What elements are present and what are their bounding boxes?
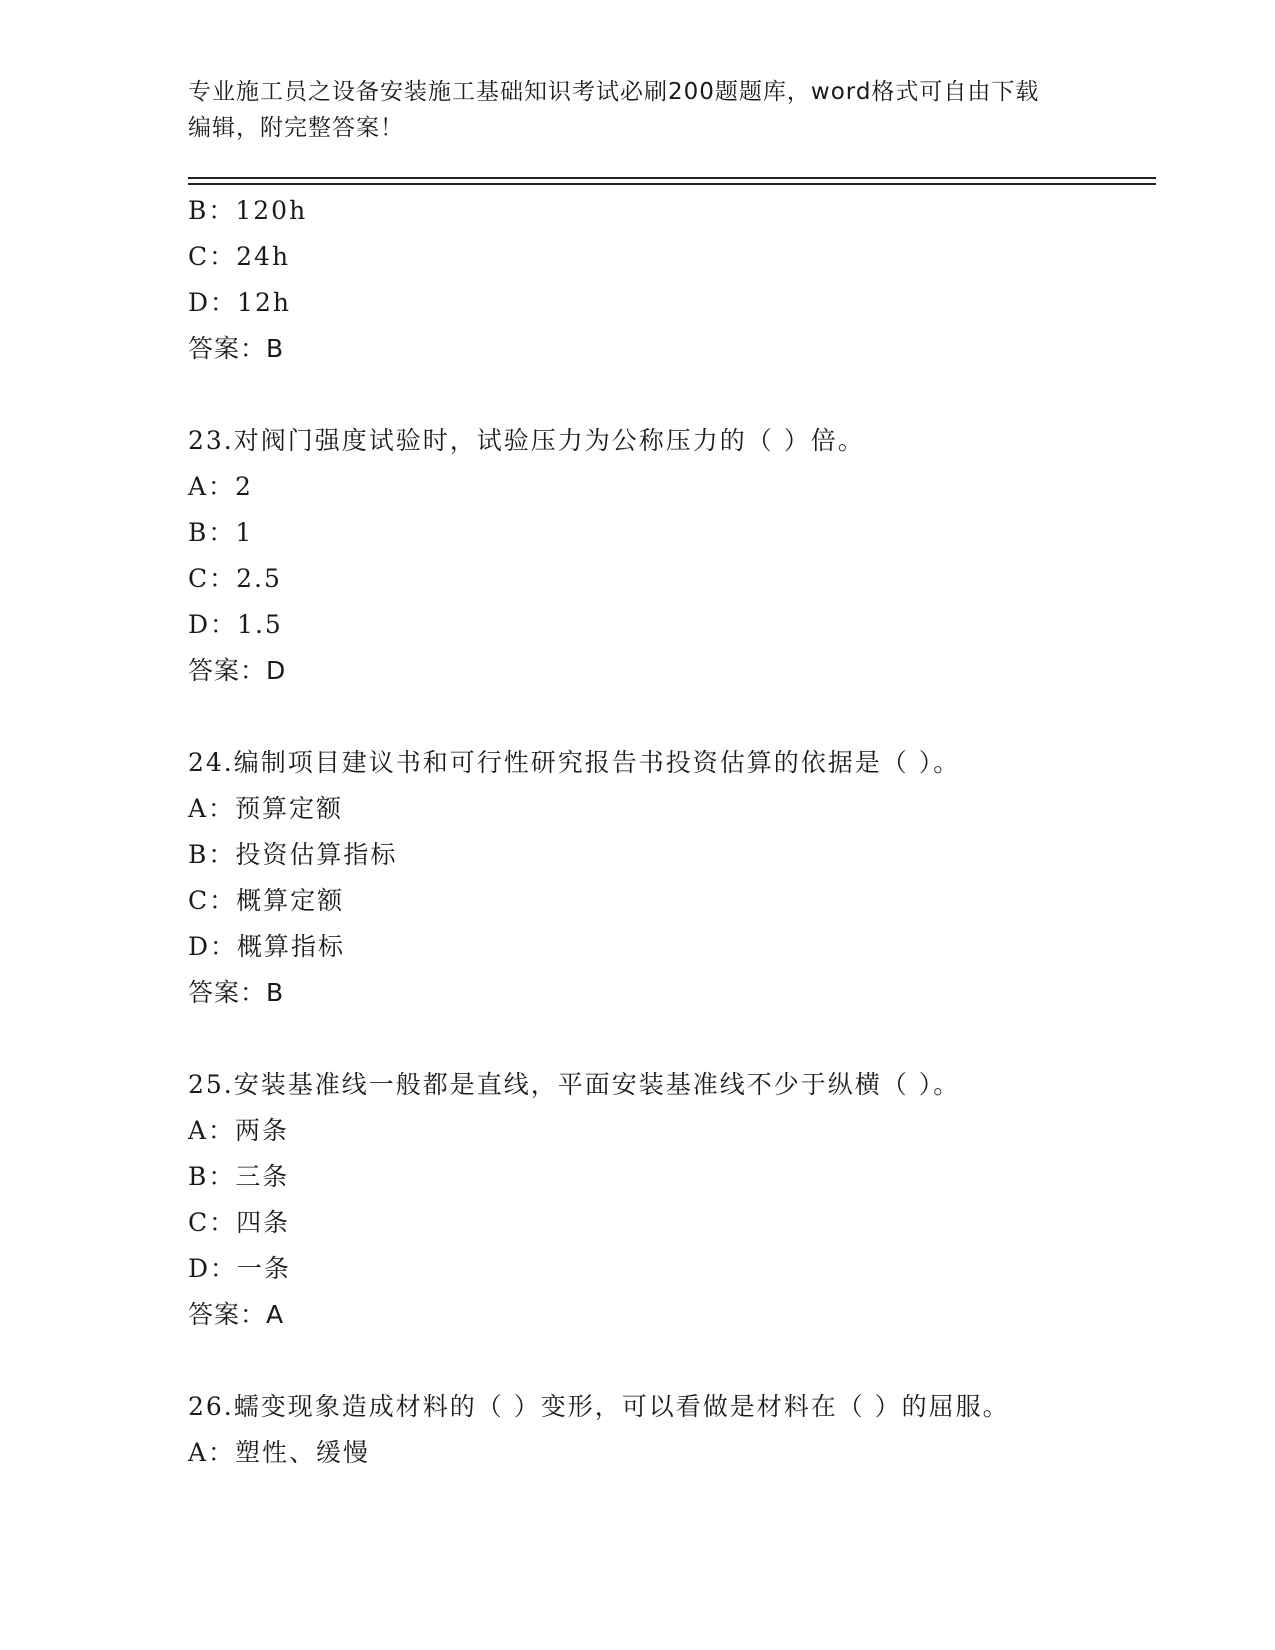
header-divider-top <box>188 177 1156 179</box>
answer: 答案：B <box>188 334 285 363</box>
option-d: D：一条 <box>188 1254 292 1283</box>
option-d: D：12h <box>188 288 291 317</box>
answer: 答案：A <box>188 1300 285 1329</box>
option-c: C：概算定额 <box>188 886 345 915</box>
option-c: C：24h <box>188 242 291 271</box>
question-text: 25.安装基准线一般都是直线，平面安装基准线不少于纵横（ ）。 <box>188 1070 961 1099</box>
option-d: D：1.5 <box>188 610 283 639</box>
spacer <box>188 372 1156 418</box>
option-b: B：1 <box>188 518 254 547</box>
header-divider-bottom <box>188 183 1156 185</box>
question-list <box>188 188 1156 1476</box>
header-line-1: 专业施工员之设备安装施工基础知识考试必刷200题题库，word格式可自由下载 <box>188 79 1040 105</box>
answer: 答案：B <box>188 978 285 1007</box>
spacer <box>188 694 1156 740</box>
option-a: A：塑性、缓慢 <box>188 1438 371 1467</box>
document-header <box>188 74 1088 146</box>
option-a: A：两条 <box>188 1116 290 1145</box>
option-c: C：四条 <box>188 1208 291 1237</box>
question-text: 26.蠕变现象造成材料的（ ）变形，可以看做是材料在（ ）的屈服。 <box>188 1392 1010 1421</box>
option-b: B：三条 <box>188 1162 290 1191</box>
option-b: B：投资估算指标 <box>188 840 398 869</box>
answer: 答案：D <box>188 656 287 685</box>
question-23 <box>188 418 1156 694</box>
question-25 <box>188 1062 1156 1338</box>
spacer <box>188 1338 1156 1384</box>
question-26 <box>188 1384 1156 1476</box>
question-22 <box>188 188 1156 372</box>
option-a: A：预算定额 <box>188 794 344 823</box>
header-line-2: 编辑，附完整答案！ <box>188 115 404 141</box>
option-d: D：概算指标 <box>188 932 346 961</box>
option-a: A：2 <box>188 472 253 501</box>
question-text: 23.对阀门强度试验时，试验压力为公称压力的（ ）倍。 <box>188 426 865 455</box>
option-b: B：120h <box>188 196 308 225</box>
option-c: C：2.5 <box>188 564 282 593</box>
question-text: 24.编制项目建议书和可行性研究报告书投资估算的依据是（ ）。 <box>188 748 961 777</box>
question-24 <box>188 740 1156 1016</box>
spacer <box>188 1016 1156 1062</box>
